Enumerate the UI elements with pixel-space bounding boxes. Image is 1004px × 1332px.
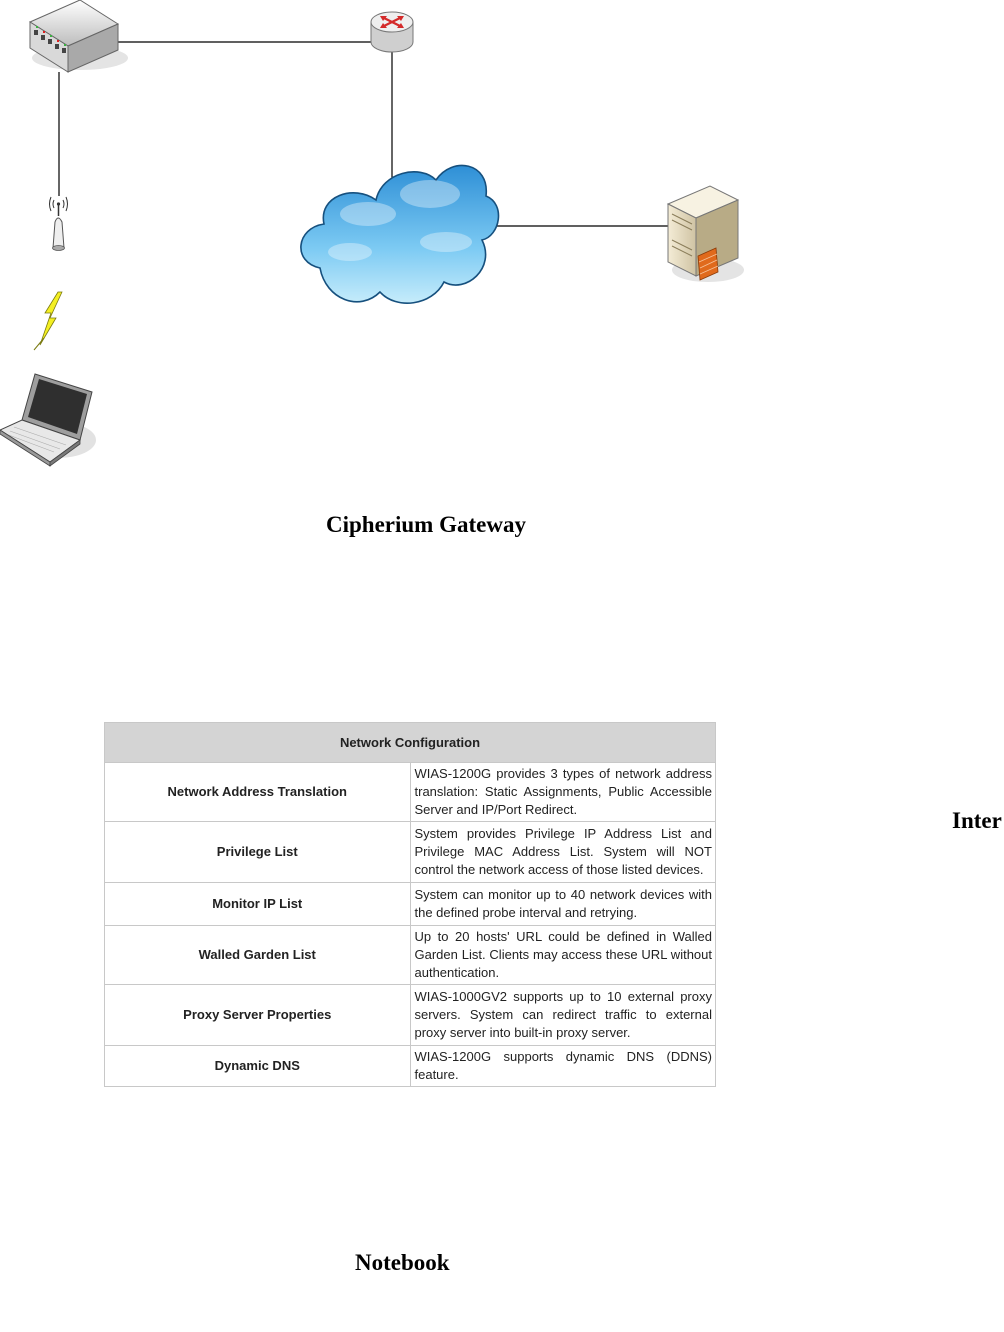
table-header: Network Configuration: [105, 723, 716, 763]
internet-cloud-icon: [301, 165, 499, 303]
internet-caption: Inter: [952, 808, 1002, 833]
table-row: [105, 926, 716, 985]
table-row: [105, 985, 716, 1046]
row-label: Network Address Translation: [105, 763, 411, 822]
network-configuration-table: [104, 722, 716, 1087]
row-label: Monitor IP List: [105, 883, 411, 926]
notebook-caption: Notebook: [355, 1250, 450, 1275]
wireless-signal-icon: [34, 292, 62, 350]
row-label: Privilege List: [105, 822, 411, 883]
row-description: System provides Privilege IP Address List and Privilege MAC Address List. System will NOT control the network access of those listed devices.: [410, 822, 716, 883]
row-description: WIAS-1000GV2 supports up to 10 external proxy servers. System can redirect traffic to external proxy server into built-in proxy server.: [410, 985, 716, 1046]
row-label: Proxy Server Properties: [105, 985, 411, 1046]
row-label: Walled Garden List: [105, 926, 411, 985]
row-label: Dynamic DNS: [105, 1046, 411, 1087]
table-row: [105, 822, 716, 883]
switch-icon: [30, 0, 128, 72]
access-point-icon: [50, 197, 68, 251]
table-row: [105, 763, 716, 822]
network-diagram: [0, 0, 1004, 470]
table-row: [105, 1046, 716, 1087]
table-row: [105, 883, 716, 926]
gateway-caption: Cipherium Gateway: [326, 512, 526, 537]
row-description: Up to 20 hosts' URL could be defined in Walled Garden List. Clients may access these URL without authentication.: [410, 926, 716, 985]
router-icon: [371, 12, 413, 52]
row-description: System can monitor up to 40 network devices with the defined probe interval and retrying.: [410, 883, 716, 926]
server-icon: [668, 186, 744, 282]
laptop-icon: [0, 374, 96, 466]
row-description: WIAS-1200G provides 3 types of network address translation: Static Assignments, Public Accessible Server and IP/Port Redirect.: [410, 763, 716, 822]
row-description: WIAS-1200G supports dynamic DNS (DDNS) feature.: [410, 1046, 716, 1087]
